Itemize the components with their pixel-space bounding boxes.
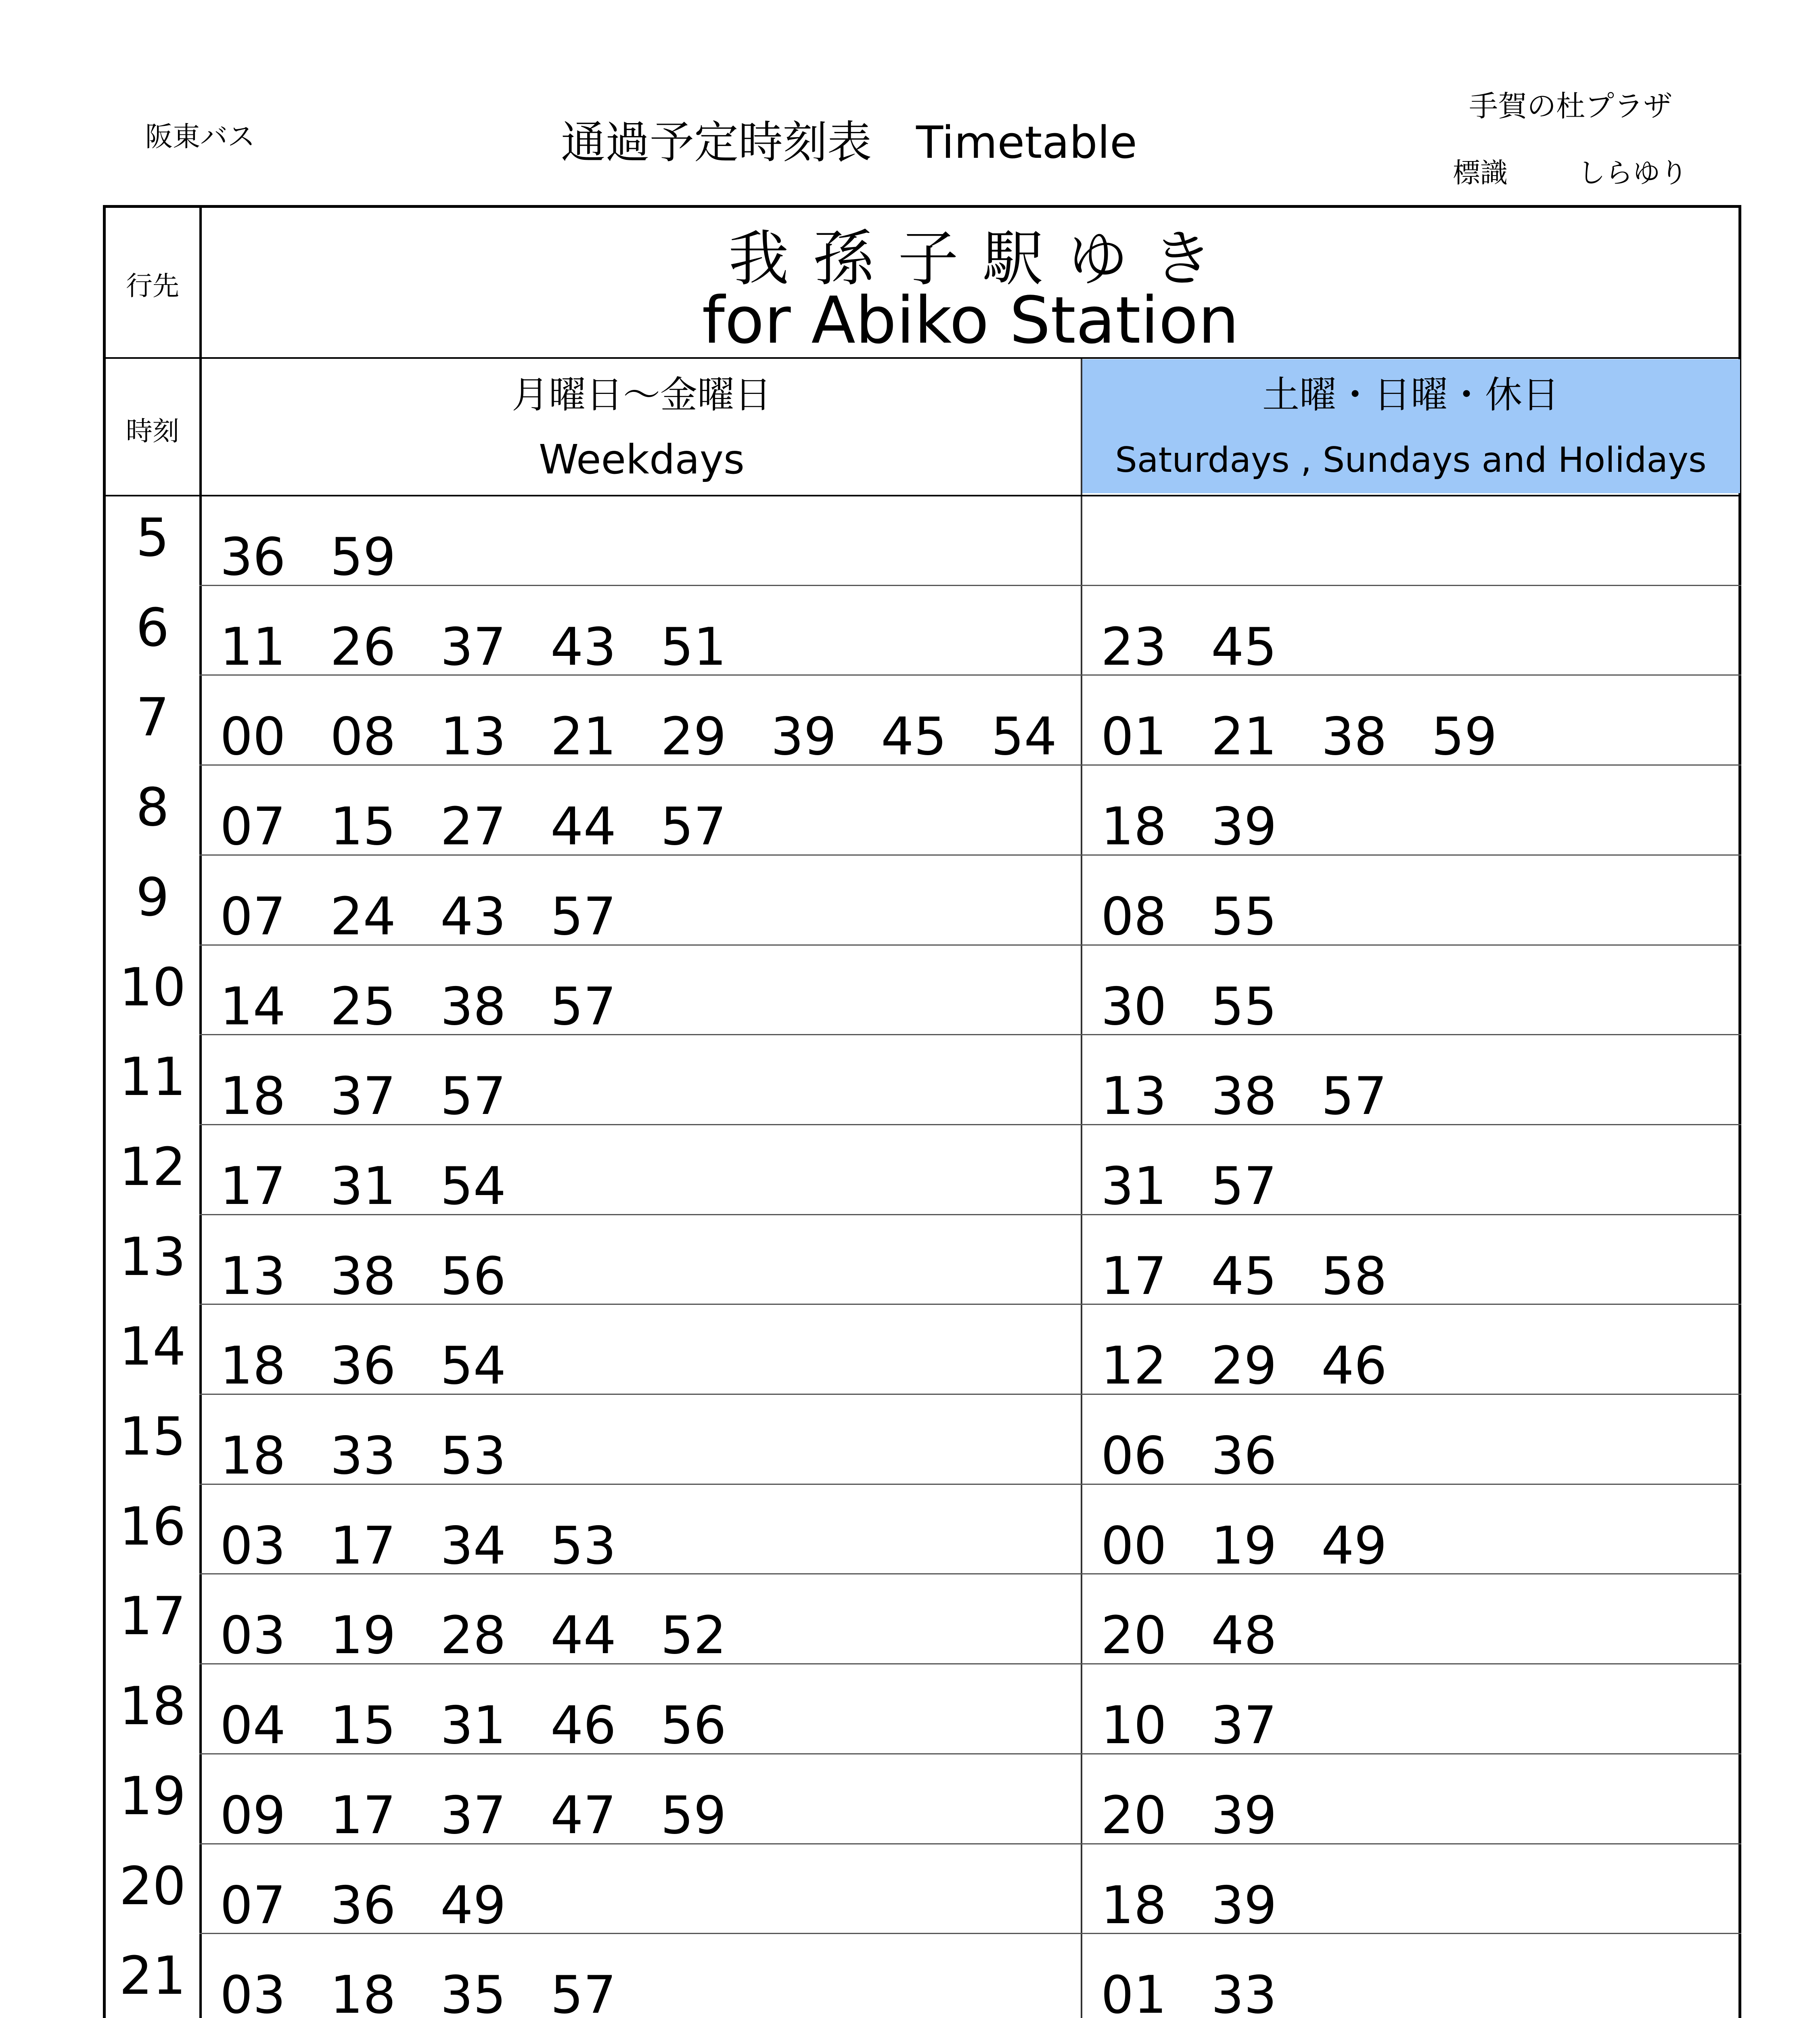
hour-label: 12 [119,1136,186,1197]
minute-value: 47 [550,1786,616,1846]
minute-value: 10 [1101,1696,1167,1756]
minute-value: 12 [1101,1336,1167,1396]
minute-value: 57 [1211,1156,1277,1216]
weekday-minutes [220,617,771,677]
minute-value: 29 [661,707,726,767]
row-divider [199,1034,1741,1035]
minute-value: 04 [220,1696,286,1756]
weekday-header-english: Weekdays [538,436,745,483]
minute-value: 36 [330,1876,396,1936]
company-name: 阪東バス [145,121,255,153]
hour-label: 5 [136,507,169,568]
weekday-minutes [220,1965,661,2018]
minute-value: 13 [1101,1066,1167,1126]
row-divider [199,674,1741,676]
minute-value: 09 [220,1786,286,1846]
minute-value: 33 [330,1426,396,1486]
minute-value: 35 [440,1965,506,2018]
minute-value: 48 [1211,1606,1277,1666]
minute-value: 00 [1101,1516,1167,1576]
minute-value: 37 [440,1786,506,1846]
holiday-minutes [1101,887,1321,947]
holiday-minutes [1101,1876,1321,1936]
minute-value: 03 [220,1965,286,2018]
hour-label: 8 [136,777,169,838]
minute-value: 31 [440,1696,506,1756]
minute-value: 46 [1321,1336,1387,1396]
minute-value: 36 [220,527,286,587]
minute-value: 52 [661,1606,726,1666]
minute-value: 29 [1211,1336,1277,1396]
minute-value: 45 [881,707,947,767]
holiday-header-english: Saturdays , Sundays and Holidays [1115,440,1707,480]
row-divider [199,1573,1741,1574]
minute-value: 57 [1321,1066,1387,1126]
minute-value: 17 [330,1786,396,1846]
holiday-minutes [1101,1606,1321,1666]
minute-value: 44 [550,1606,616,1666]
hour-label: 10 [119,957,186,1018]
weekday-minutes [220,1066,550,1126]
minute-value: 30 [1101,977,1167,1037]
weekday-minutes [220,527,440,587]
minute-value: 57 [550,977,616,1037]
row-divider [199,944,1741,946]
row-divider [199,1663,1741,1664]
weekday-minutes [220,1786,771,1846]
minute-value: 03 [220,1606,286,1666]
minute-value: 18 [1101,1876,1167,1936]
holiday-minutes [1101,1156,1321,1216]
minute-value: 08 [330,707,396,767]
minute-value: 43 [550,617,616,677]
holiday-minutes [1101,1066,1431,1126]
holiday-minutes [1101,1246,1431,1306]
minute-value: 55 [1211,887,1277,947]
row-divider [199,1843,1741,1844]
minute-value: 11 [220,617,286,677]
day-type-row-line [103,495,1741,496]
minute-value: 55 [1211,977,1277,1037]
row-divider [199,764,1741,766]
row-divider [199,1933,1741,1934]
minute-value: 01 [1101,707,1167,767]
minute-value: 20 [1101,1786,1167,1846]
hour-label: 14 [119,1316,186,1377]
holiday-minutes [1101,1516,1431,1576]
weekday-minutes [220,887,661,947]
minute-value: 56 [661,1696,726,1756]
row-divider [199,854,1741,856]
minute-value: 53 [440,1426,506,1486]
minute-value: 45 [1211,1246,1277,1306]
minute-value: 06 [1101,1426,1167,1486]
minute-value: 13 [220,1246,286,1306]
holiday-minutes [1101,1336,1431,1396]
minute-value: 39 [771,707,837,767]
minute-value: 59 [1431,707,1497,767]
page-title: 通過予定時刻表 Timetable [561,117,1137,168]
minute-value: 39 [1211,1876,1277,1936]
weekday-minutes [220,1606,771,1666]
minute-value: 15 [330,797,396,857]
minute-value: 57 [440,1066,506,1126]
minute-value: 43 [440,887,506,947]
hour-label: 18 [119,1675,186,1737]
row-divider [199,1304,1741,1305]
minute-value: 07 [220,887,286,947]
minute-value: 01 [1101,1965,1167,2018]
minute-value: 26 [330,617,396,677]
weekday-minutes [220,1336,550,1396]
hour-label: 11 [119,1046,186,1107]
minute-value: 58 [1321,1246,1387,1306]
minute-value: 34 [440,1516,506,1576]
minute-value: 54 [440,1156,506,1216]
holiday-minutes [1101,977,1321,1037]
minute-value: 13 [440,707,506,767]
minute-value: 17 [1101,1246,1167,1306]
hour-label: 6 [136,597,169,658]
minute-value: 38 [440,977,506,1037]
holiday-minutes [1101,707,1542,767]
weekday-minutes [220,1516,661,1576]
minute-value: 15 [330,1696,396,1756]
minute-value: 00 [220,707,286,767]
minute-value: 23 [1101,617,1167,677]
minute-value: 39 [1211,1786,1277,1846]
minute-value: 37 [330,1066,396,1126]
minute-value: 28 [440,1606,506,1666]
stop-name: 手賀の杜プラザ [1469,89,1673,123]
minute-value: 18 [1101,797,1167,857]
minute-value: 59 [661,1786,726,1846]
hour-label: 17 [119,1585,186,1647]
weekday-minutes [220,1246,550,1306]
minute-value: 18 [220,1336,286,1396]
hour-label: 20 [119,1855,186,1917]
minute-value: 19 [330,1606,396,1666]
minute-value: 21 [550,707,616,767]
hour-label: 19 [119,1765,186,1827]
minute-value: 56 [440,1246,506,1306]
minute-value: 57 [550,1965,616,2018]
minute-value: 17 [220,1156,286,1216]
minute-value: 18 [220,1066,286,1126]
holiday-minutes [1101,797,1321,857]
minute-value: 17 [330,1516,396,1576]
row-divider [199,585,1741,586]
minute-value: 57 [661,797,726,857]
minute-value: 54 [991,707,1057,767]
minute-value: 36 [1211,1426,1277,1486]
holiday-minutes [1101,1965,1321,2018]
minute-value: 27 [440,797,506,857]
minute-value: 31 [1101,1156,1167,1216]
minute-value: 49 [1321,1516,1387,1576]
minute-value: 38 [1321,707,1387,767]
destination-english: for Abiko Station [702,283,1239,358]
minute-value: 38 [330,1246,396,1306]
hour-label: 13 [119,1226,186,1287]
minute-value: 38 [1211,1066,1277,1126]
sign-label: 標識 [1453,157,1508,189]
hour-label: 9 [136,867,169,928]
minute-value: 37 [440,617,506,677]
row-divider [199,1394,1741,1395]
minute-value: 25 [330,977,396,1037]
minute-value: 18 [330,1965,396,2018]
minute-value: 49 [440,1876,506,1936]
weekday-minutes [220,1426,550,1486]
minute-value: 08 [1101,887,1167,947]
holiday-minutes [1101,1696,1321,1756]
row-divider [199,1484,1741,1485]
holiday-minutes [1101,1426,1321,1486]
minute-value: 18 [220,1426,286,1486]
minute-value: 19 [1211,1516,1277,1576]
row-divider [199,1753,1741,1754]
weekday-minutes [220,1696,771,1756]
minute-value: 24 [330,887,396,947]
minute-value: 53 [550,1516,616,1576]
day-type-divider [1081,358,1082,2018]
minute-value: 59 [330,527,396,587]
weekday-minutes [220,707,1101,767]
minute-value: 51 [661,617,726,677]
minute-value: 14 [220,977,286,1037]
weekday-minutes [220,797,771,857]
minute-value: 07 [220,1876,286,1936]
holiday-minutes [1101,1786,1321,1846]
row-divider [199,1214,1741,1215]
minute-value: 03 [220,1516,286,1576]
time-label: 時刻 [126,416,179,447]
minute-value: 37 [1211,1696,1277,1756]
minute-value: 07 [220,797,286,857]
holiday-minutes [1101,617,1321,677]
minute-value: 31 [330,1156,396,1216]
row-divider [199,1124,1741,1125]
minute-value: 46 [550,1696,616,1756]
weekday-minutes [220,977,661,1037]
hour-label: 21 [119,1945,186,2006]
minute-value: 36 [330,1336,396,1396]
minute-value: 45 [1211,617,1277,677]
hour-label: 7 [136,687,169,748]
weekday-header-japanese: 月曜日〜金曜日 [511,373,772,417]
minute-value: 57 [550,887,616,947]
minute-value: 39 [1211,797,1277,857]
minute-value: 21 [1211,707,1277,767]
weekday-minutes [220,1876,550,1936]
minute-value: 44 [550,797,616,857]
minute-value: 33 [1211,1965,1277,2018]
minute-value: 20 [1101,1606,1167,1666]
hour-label: 16 [119,1496,186,1557]
destination-label: 行先 [126,270,179,301]
weekday-minutes [220,1156,550,1216]
hour-label: 15 [119,1406,186,1467]
destination-japanese: 我孫子駅ゆき [728,224,1237,294]
sign-name: しらゆり [1578,157,1688,189]
holiday-header-japanese: 土曜・日曜・休日 [1262,373,1559,417]
minute-value: 54 [440,1336,506,1396]
